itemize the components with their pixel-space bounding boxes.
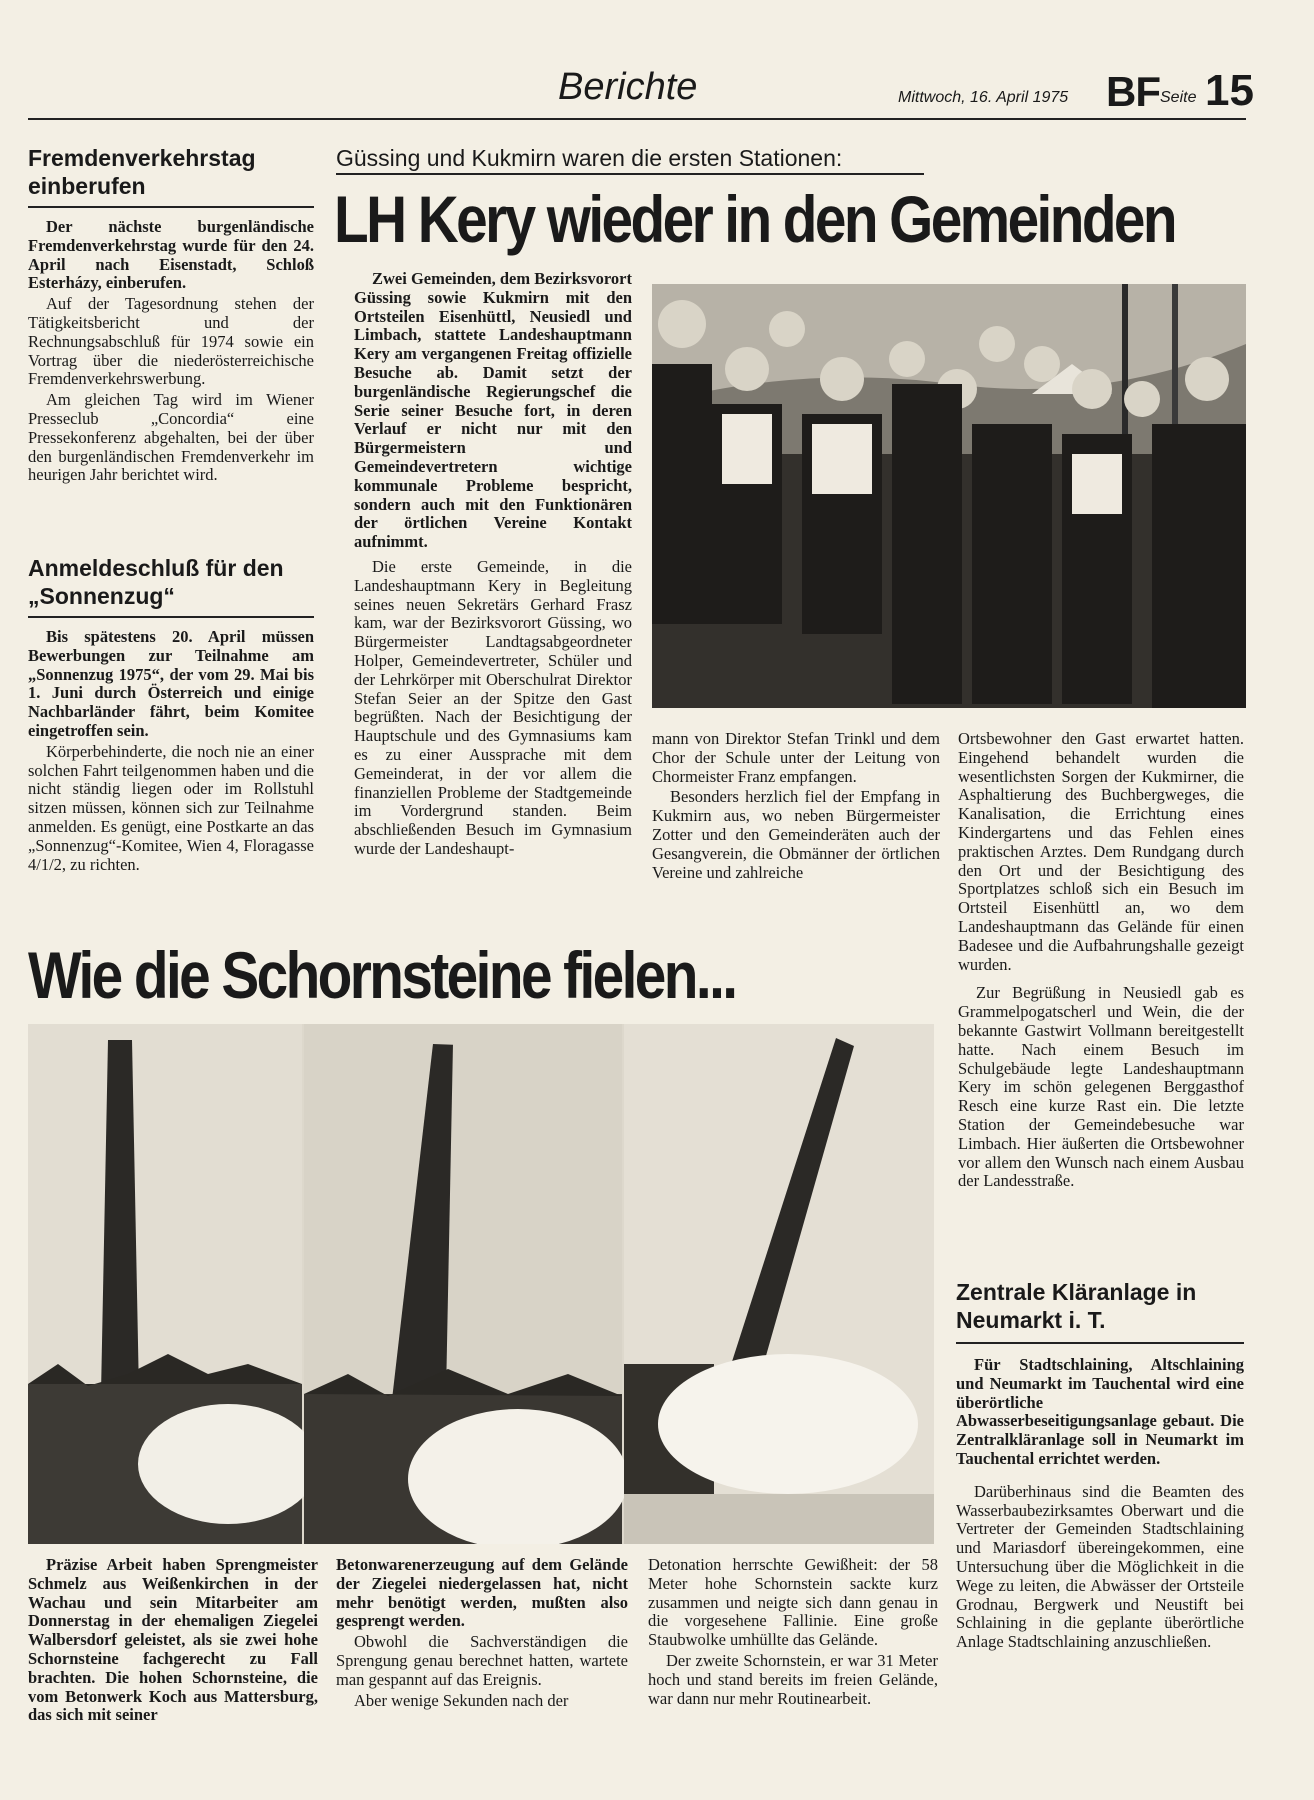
article-klaeranlage [956, 1278, 1244, 1654]
body-paragraph: Zur Begrüßung in Neusiedl gab es Grammelpogatscherl und Wein, die der bekannte Gastwirt Vollmann bereitgestellt hatte. Nach einem Besuch im Schulgebäude legte Landeshauptmann Kery im schön gelegenen Berggasthof Resch eine kurze Rast ein. Die letzte Station der Gemeindebesuche war Limbach. Hier äußerten die Ortsbewohner vor allem den Wunsch nach einem Ausbau der Landesstraße. [958, 983, 1244, 1191]
body-paragraph: Detonation herrschte Gewißheit: der 58 Meter hohe Schornstein sackte kurz zusammen und neigte sich dann genau in die vorgesehene Fallinie. Eine große Staubwolke umhüllte das Gelände. [648, 1555, 938, 1650]
chimney-sequence-illustration [28, 1024, 934, 1544]
schornsteine-column-2 [336, 1556, 628, 1712]
lead-klaeranlage [956, 1356, 1244, 1469]
body-paragraph: Darüberhinaus sind die Beamten des Wasserbaubezirksamtes Oberwart und die Vertreter der Gemeinden Stadtschlaining und Mariasdorf übereingekommen, eine Untersuchung über die Möglichkeit in die Wege zu leiten, die Abwässer der Ortsteile Grodnau, Bergwerk und Neustift bei Schlaining in die geplante überörtliche Anlage Stadtschlaining anzuschließen. [956, 1481, 1244, 1652]
headline-rule [956, 1342, 1244, 1344]
headline-klaeranlage: Zentrale Kläranlage in Neumarkt i. T. [956, 1279, 1197, 1333]
issue-date: Mittwoch, 16. April 1975 [898, 89, 1069, 106]
lead-fremdenverkehr [28, 218, 314, 293]
lead-paragraph: Für Stadtschlaining, Altschlaining und Neumarkt im Tauchental wird eine überörtliche Abwasserbeseitigungsanlage gebaut. Die Zentralkläranlage soll in Neumarkt im Tauchental errichtet werden. [956, 1355, 1244, 1468]
headline-sonnenzug: Anmeldeschluß für den „Sonnenzug“ [28, 555, 284, 609]
lead-sonnenzug [28, 628, 314, 741]
section-title: Berichte [558, 66, 698, 108]
body-paragraph: Ortsbewohner den Gast erwartet hatten. Eingehend behandelt wurden die wesentlichsten Sorgen der Kukmirner, die Asphaltierung des Buchbergweges, die Kanalisation, die Errichtung eines Kindergartens und das Fehlen eines praktischen Arztes. Dem Rundgang durch den Ort und der Besichtigung des Sportplatzes schloß sich ein Besuch im Ortsteil Eisenhüttl an, wo dem Landeshauptmann das Gelände für einen Badesee und die Aufbahrungshalle gezeigt wurden. [958, 729, 1244, 974]
lead-kery [354, 270, 632, 552]
schornsteine-column-3 [648, 1556, 938, 1710]
headline-schornsteine: Wie die Schornsteine fielen... [28, 938, 736, 1012]
body-paragraph: Am gleichen Tag wird im Wiener Presseclub „Concordia“ eine Pressekonferenz abgehalten, bei der über den burgenländischen Fremdenverkehr im heurigen Jahr berichtet wird. [28, 390, 314, 485]
headline-rule [28, 206, 314, 208]
lead-paragraph: Zwei Gemeinden, dem Bezirksvorort Güssing sowie Kukmirn mit den Ortsteilen Eisenhüttl, Neusiedl und Limbach, stattete Landeshauptmann Kery am vergangenen Freitag offizielle Besuche ab. Damit setzt der burgenländische Regierungschef die Serie seiner Besuche fort, in deren Verlauf er nicht nur mit den Bürgermeistern und Gemeindevertretern wichtige kommunale Probleme bespricht, sondern auch mit den Funktionären der örtlichen Vereine Kontakt aufnimmt. [354, 269, 632, 552]
kicker-rule [336, 173, 924, 175]
schornsteine-column-1 [28, 1556, 318, 1727]
body-paragraph: Auf der Tagesordnung stehen der Tätigkeitsbericht und der Rechnungsabschluß für 1974 sowie ein Vortrag über die niederösterreichische Fremdenverkehrswerbung. [28, 294, 314, 389]
body-fremdenverkehr [28, 295, 314, 485]
body-kery-col1 [354, 558, 632, 859]
headline-kery: LH Kery wieder in den Gemeinden [334, 182, 1176, 256]
lead-paragraph: Bis spätestens 20. April müssen Bewerbungen zur Teilnahme am „Sonnenzug 1975“, der vom 29. Mai bis 1. Juni durch Österreich und einige Nachbarländer fährt, beim Komitee eingetroffen sein. [28, 627, 314, 740]
photo-chimneys [28, 1024, 934, 1544]
body-paragraph: Obwohl die Sachverständigen die Sprengung genau berechnet hatten, wartete man gespannt auf das Ereignis. [336, 1632, 628, 1689]
kery-column-2 [652, 730, 940, 884]
body-paragraph: Der zweite Schornstein, er war 31 Meter hoch und stand bereits im freien Gelände, war dann nur mehr Routinearbeit. [648, 1650, 938, 1708]
article-sonnenzug [28, 554, 314, 876]
body-klaeranlage [956, 1483, 1244, 1652]
body-paragraph: Aber wenige Sekunden nach der [354, 1690, 569, 1710]
lead-paragraph: Der nächste burgenländische Fremdenverkehrstag wurde für den 24. April nach Eisenstadt, Schloß Esterházy, einberufen. [28, 217, 314, 293]
kery-column-3 [958, 730, 1244, 1193]
page-number: 15 [1205, 66, 1254, 115]
body-paragraph: mann von Direktor Stefan Trinkl und dem Chor der Schule unter der Leitung von Chormeister Franz empfangen. [652, 729, 940, 786]
kicker-kery: Güssing und Kukmirn waren die ersten Stationen: [336, 145, 843, 171]
page-label: Seite [1160, 89, 1197, 106]
newspaper-logo: BF [1106, 68, 1160, 115]
kery-column-1 [354, 270, 632, 861]
body-paragraph: Besonders herzlich fiel der Empfang in Kukmirn aus, wo neben Bürgermeister Zotter und den Gemeinderäten auch der Gesangverein, die Obmänner der örtlichen Vereine und zahlreiche [652, 787, 940, 882]
group-photo-illustration [652, 284, 1246, 708]
body-sonnenzug [28, 743, 314, 875]
body-paragraph: Die erste Gemeinde, in die Landeshauptmann Kery in Begleitung seines neuen Sekretärs Gerhard Frasz kam, war der Bezirksvorort Güssing, wo Bürgermeister Landtagsabgeordneter Holper, Gemeindevertreter, Schüler und der Lehrkörper mit Oberschulrat Direktor Stefan Seier an der Spitze den Gast begrüßten. Nach der Besichtigung der Hauptschule und des Gymnasiums kam es zu einer Aussprache mit dem Gemeinderat, in der vor allem die finanziellen Probleme der Stadtgemeinde im Vordergrund standen. Beim abschließenden Besuch im Gymnasium wurde der Landeshaupt- [354, 556, 632, 858]
masthead-rule [28, 118, 1246, 120]
photo-kery-group [652, 284, 1246, 708]
article-fremdenverkehr [28, 144, 314, 487]
body-paragraph: Körperbehinderte, die noch nie an einer solchen Fahrt teilgenommen haben und die nicht ständig liegen oder im Rollstuhl sitzen müssen, können sich zur Teilnahme anmelden. Es genügt, eine Postkarte an das „Sonnenzug“-Komitee, Wien 4, Floragasse 4/1/2, zu richten. [28, 741, 314, 874]
lead-paragraph: Präzise Arbeit haben Sprengmeister Schmelz aus Weißenkirchen in der Wachau und sein Mitarbeiter am Donnerstag in der ehemaligen Ziegelei Walbersdorf geleistet, als sie zwei hohe Schornsteine fachgerecht zu Fall brachten. Die hohen Schornsteine, die vom Betonwerk Koch aus Mattersburg, das sich mit seiner [28, 1555, 318, 1725]
lead-paragraph: Betonwarenerzeugung auf dem Gelände der Ziegelei niedergelassen hat, nicht mehr benötigt werden, mußten also gesprengt werden. [336, 1555, 628, 1631]
headline-rule [28, 616, 314, 618]
headline-fremdenverkehr: Fremdenverkehrstag einberufen [28, 145, 256, 199]
